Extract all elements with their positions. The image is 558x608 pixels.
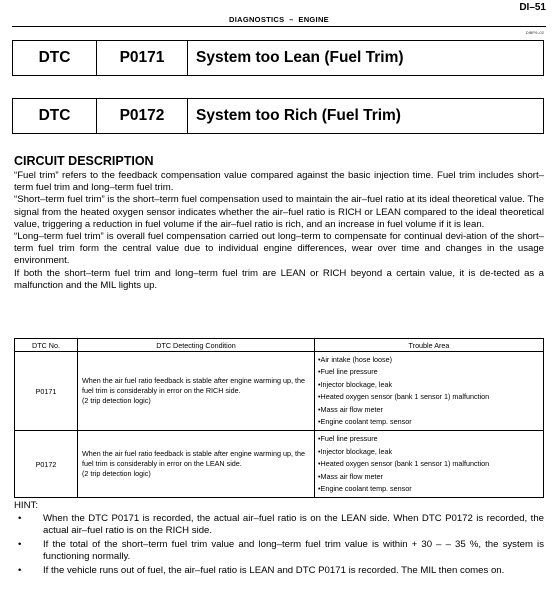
trouble-area-item: • Heated oxygen sensor (bank 1 sensor 1) malfunction bbox=[318, 391, 540, 403]
page-number: DI–51 bbox=[519, 2, 546, 13]
dtc-number: P0172 bbox=[15, 431, 78, 498]
hint-text: If the total of the short–term fuel trim value and long–term fuel trim value is within + 30 – – 35 %, the system is functioning normally. bbox=[43, 538, 544, 563]
condition-text: When the air fuel ratio feedback is stable after engine warming up, the fuel trim is considerably in error on the RICH side. bbox=[82, 376, 305, 396]
dtc-code: P0172 bbox=[97, 99, 188, 133]
dtc-number: P0171 bbox=[15, 352, 78, 431]
column-header-trouble-area: Trouble Area bbox=[315, 339, 544, 352]
circuit-description-title: CIRCUIT DESCRIPTION bbox=[14, 154, 154, 168]
bullet: • bbox=[18, 513, 22, 524]
dtc-box-p0171 bbox=[12, 40, 544, 76]
trouble-area-item: • Mass air flow meter bbox=[318, 471, 540, 483]
table-header-row bbox=[15, 339, 544, 352]
hint-text: When the DTC P0171 is recorded, the actual air–fuel ratio is on the LEAN side. When DTC P0172 is recorded, the actual air–fuel ratio is on the RICH side. bbox=[43, 513, 544, 537]
dtc-box-p0172 bbox=[12, 98, 544, 134]
trouble-area-item: • Fuel line pressure bbox=[318, 366, 540, 378]
trouble-area-item: • Engine coolant temp. sensor bbox=[318, 416, 540, 428]
list-item bbox=[14, 565, 544, 577]
trouble-area-item: • Injector blockage, leak bbox=[318, 379, 540, 391]
header-rule bbox=[12, 26, 546, 27]
trouble-area-item: • Air intake (hose loose) bbox=[318, 354, 540, 366]
running-header bbox=[0, 15, 558, 24]
condition-note: (2 trip detection logic) bbox=[82, 469, 151, 479]
trouble-area bbox=[315, 352, 544, 431]
dtc-title: System too Lean (Fuel Trim) bbox=[196, 49, 404, 66]
header-section: DIAGNOSTICS bbox=[229, 15, 285, 24]
document-code: DIBP9–02 bbox=[525, 30, 544, 35]
hint-label: HINT: bbox=[14, 500, 38, 511]
hint-list bbox=[14, 513, 544, 579]
bullet: • bbox=[18, 538, 22, 550]
paragraph: “Fuel trim” refers to the feedback compensation value compared against the basic injection time. Fuel trim includes short–term fuel trim and long–term fuel trim. bbox=[14, 170, 544, 194]
condition-text: When the air fuel ratio feedback is stable after engine warming up, the fuel trim is considerably in error on the LEAN side. bbox=[82, 449, 305, 469]
column-header-condition: DTC Detecting Condition bbox=[78, 339, 315, 352]
paragraph: “Short–term fuel trim” is the short–term fuel compensation used to maintain the air–fuel ratio at its ideal theoretical value. The signal from the heated oxygen sensor indicates whether the air–fuel ratio is RICH or LEAN compared to the ideal theoretical value, triggering a reduction in fuel volume if the air–fuel ratio is rich, and an increase in fuel volume if it is lean. bbox=[14, 194, 544, 230]
table-row bbox=[15, 352, 544, 431]
column-header-dtc-no: DTC No. bbox=[15, 339, 78, 352]
list-item bbox=[14, 513, 544, 537]
trouble-area bbox=[315, 431, 544, 498]
trouble-area-item: • Engine coolant temp. sensor bbox=[318, 483, 540, 495]
trouble-area-item: • Mass air flow meter bbox=[318, 404, 540, 416]
dtc-label: DTC bbox=[13, 99, 97, 133]
bullet: • bbox=[18, 564, 22, 576]
paragraph: If both the short–term fuel trim and long–term fuel trim are LEAN or RICH beyond a certain value, it is de-tected as a malfunction and the MIL lights up. bbox=[14, 267, 544, 291]
hint-text: If the vehicle runs out of fuel, the air–fuel ratio is LEAN and DTC P0171 is recorded. The MIL then comes on. bbox=[43, 564, 505, 576]
trouble-area-item: • Heated oxygen sensor (bank 1 sensor 1) malfunction bbox=[318, 458, 540, 470]
trouble-area-item: • Injector blockage, leak bbox=[318, 446, 540, 458]
header-separator: – bbox=[289, 15, 294, 24]
circuit-description-body bbox=[14, 170, 544, 292]
trouble-area-item: • Fuel line pressure bbox=[318, 433, 540, 445]
detecting-condition bbox=[78, 431, 315, 498]
dtc-label: DTC bbox=[13, 41, 97, 75]
paragraph: “Long–term fuel trim” is overall fuel compensation carried out long–term to compensate for continual devi-ation of the short–term fuel trim form the central value due to individual engine differences, wear over time and changes in the usage environment. bbox=[14, 231, 544, 267]
dtc-table bbox=[14, 338, 544, 498]
table-row bbox=[15, 431, 544, 498]
detecting-condition bbox=[78, 352, 315, 431]
header-subsection: ENGINE bbox=[298, 15, 329, 24]
condition-note: (2 trip detection logic) bbox=[82, 396, 151, 406]
dtc-code: P0171 bbox=[97, 41, 188, 75]
list-item bbox=[14, 539, 544, 563]
dtc-title: System too Rich (Fuel Trim) bbox=[196, 107, 401, 124]
